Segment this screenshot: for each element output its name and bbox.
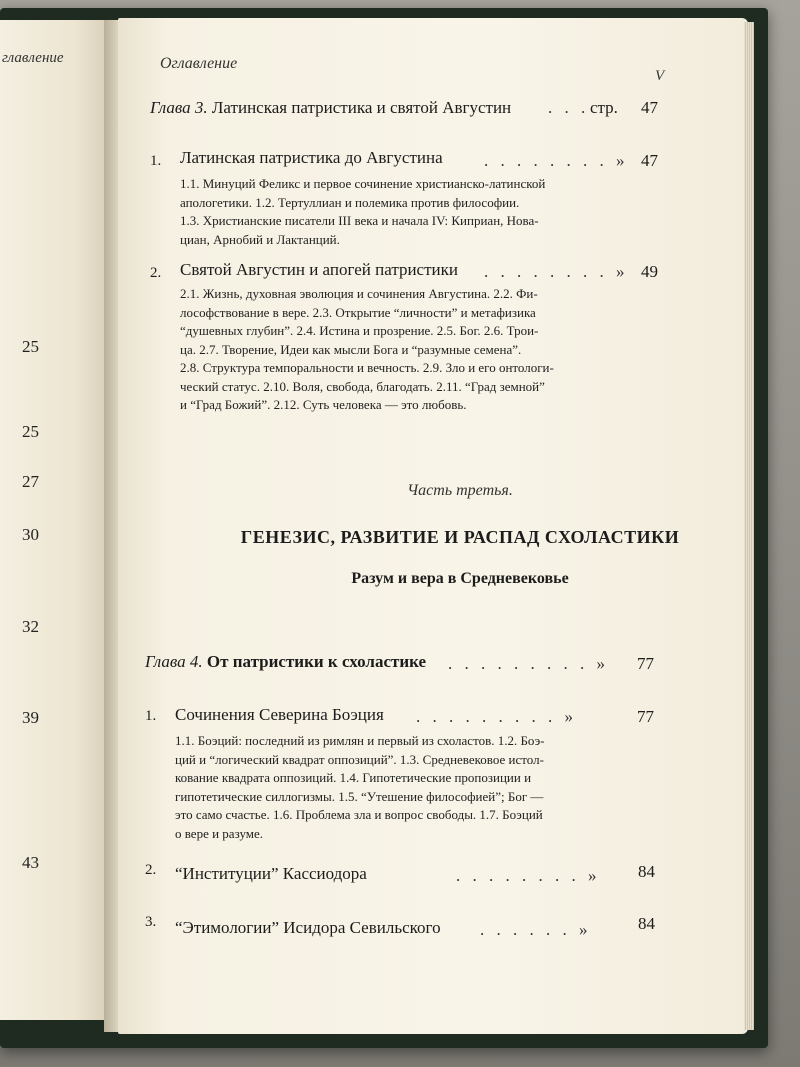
page-edge (744, 22, 754, 1030)
subsection-line: лософствование в вере. 2.3. Открытие “личности” и метафизика (180, 304, 536, 320)
entry-title: “Институции” Кассиодора (175, 864, 367, 883)
running-header: Оглавление (160, 55, 238, 72)
entry-title: Сочинения Северина Боэция (175, 705, 384, 724)
entry-number: 1. (145, 708, 157, 724)
subsection-line: о вере и разуме. (175, 825, 264, 841)
entry-leader: . . . . . . . . » (484, 262, 629, 281)
chapter-4-title: От патристики к схоластике (206, 652, 427, 671)
left-page-header: главление (2, 50, 64, 66)
entry-page: 77 (637, 707, 654, 726)
subsection-line: циан, Арнобий и Лактанций. (180, 231, 340, 247)
left-page-number: 32 (22, 617, 39, 636)
entry-leader: . . . . . . » (480, 920, 592, 939)
subsection-line: это само счастье. 1.6. Проблема зла и вопрос свободы. 1.7. Боэций (175, 807, 543, 822)
chapter-3-leader: . . . (548, 98, 590, 117)
chapter-4-label: Глава 4. (145, 652, 203, 671)
subsection-line: кование квадрата оппозиций. 1.4. Гипотетические пропозиции и (175, 770, 532, 785)
entry-page: 47 (641, 151, 658, 170)
subsection-line: апологетики. 1.2. Тертуллиан и полемика против философии. (180, 194, 520, 210)
subsection-line: ций и “логический квадрат оппозиций”. 1.3. Средневековое истол- (175, 751, 544, 767)
subsection-line: гипотетические силлогизмы. 1.5. “Утешение философией”; Бог — (175, 788, 544, 804)
entry-page: 49 (641, 262, 658, 281)
entry-subsections (180, 285, 628, 415)
left-page-number: 30 (22, 525, 39, 544)
entry-title: “Этимологии” Исидора Севильского (175, 918, 441, 937)
entry-page: 84 (638, 914, 655, 933)
entry-page: 84 (638, 862, 655, 881)
part-subtitle: Разум и вера в Средневековье (351, 570, 569, 587)
entry-number: 2. (150, 265, 162, 281)
left-page-number: 43 (22, 853, 39, 872)
chapter-4-leader: . . . . . . . . . » (448, 654, 609, 673)
subsection-line: и “Град Божий”. 2.12. Суть человека — это любовь. (180, 397, 467, 412)
part-title: ГЕНЕЗИС, РАЗВИТИЕ И РАСПАД СХОЛАСТИКИ (240, 527, 680, 547)
chapter-3-page: 47 (641, 98, 658, 117)
entry-subsections (180, 175, 628, 249)
entry-subsections (175, 732, 610, 843)
part-label: Часть третья. (407, 482, 513, 499)
chapter-4-page: 77 (637, 654, 654, 673)
chapter-4-heading (145, 652, 426, 672)
entry-number: 3. (145, 914, 157, 930)
subsection-line: 2.8. Структура темпоральности и вечность. 2.9. Зло и его онтологи- (180, 360, 554, 375)
subsection-line: 1.1. Боэций: последний из римлян и первый из схоластов. 1.2. Боэ- (175, 733, 545, 748)
left-page-number: 25 (22, 422, 39, 441)
entry-title: Латинская патристика до Августина (180, 148, 443, 167)
subsection-line: 2.1. Жизнь, духовная эволюция и сочинения Августина. 2.2. Фи- (180, 286, 538, 301)
subsection-line: 1.3. Христианские писатели III века и начала IV: Киприан, Нова- (180, 213, 539, 228)
page-number: V (655, 68, 665, 84)
left-page-number: 25 (22, 337, 39, 356)
left-page (0, 20, 108, 1020)
chapter-3-heading (150, 98, 511, 118)
subsection-line: ца. 2.7. Творение, Идеи как мысли Бога и “разумные семена”. (180, 341, 522, 357)
entry-number: 1. (150, 153, 162, 169)
left-page-number: 39 (22, 708, 39, 727)
subsection-line: 1.1. Минуций Феликс и первое сочинение христианско-латинской (180, 176, 546, 191)
chapter-3-str: стр. (590, 98, 618, 117)
entry-leader: . . . . . . . . » (484, 151, 629, 170)
entry-title: Святой Августин и апогей патристики (180, 260, 458, 279)
chapter-3-label: Глава 3. (150, 98, 208, 117)
subsection-line: “душевных глубин”. 2.4. Истина и прозрение. 2.5. Бог. 2.6. Трои- (180, 323, 539, 338)
entry-number: 2. (145, 862, 157, 878)
chapter-3-title: Латинская патристика и святой Августин (211, 98, 512, 117)
entry-leader: . . . . . . . . . » (416, 707, 577, 726)
left-page-number: 27 (22, 472, 39, 491)
subsection-line: ческий статус. 2.10. Воля, свобода, благодать. 2.11. “Град земной” (180, 378, 545, 394)
entry-leader: . . . . . . . . » (456, 866, 601, 885)
